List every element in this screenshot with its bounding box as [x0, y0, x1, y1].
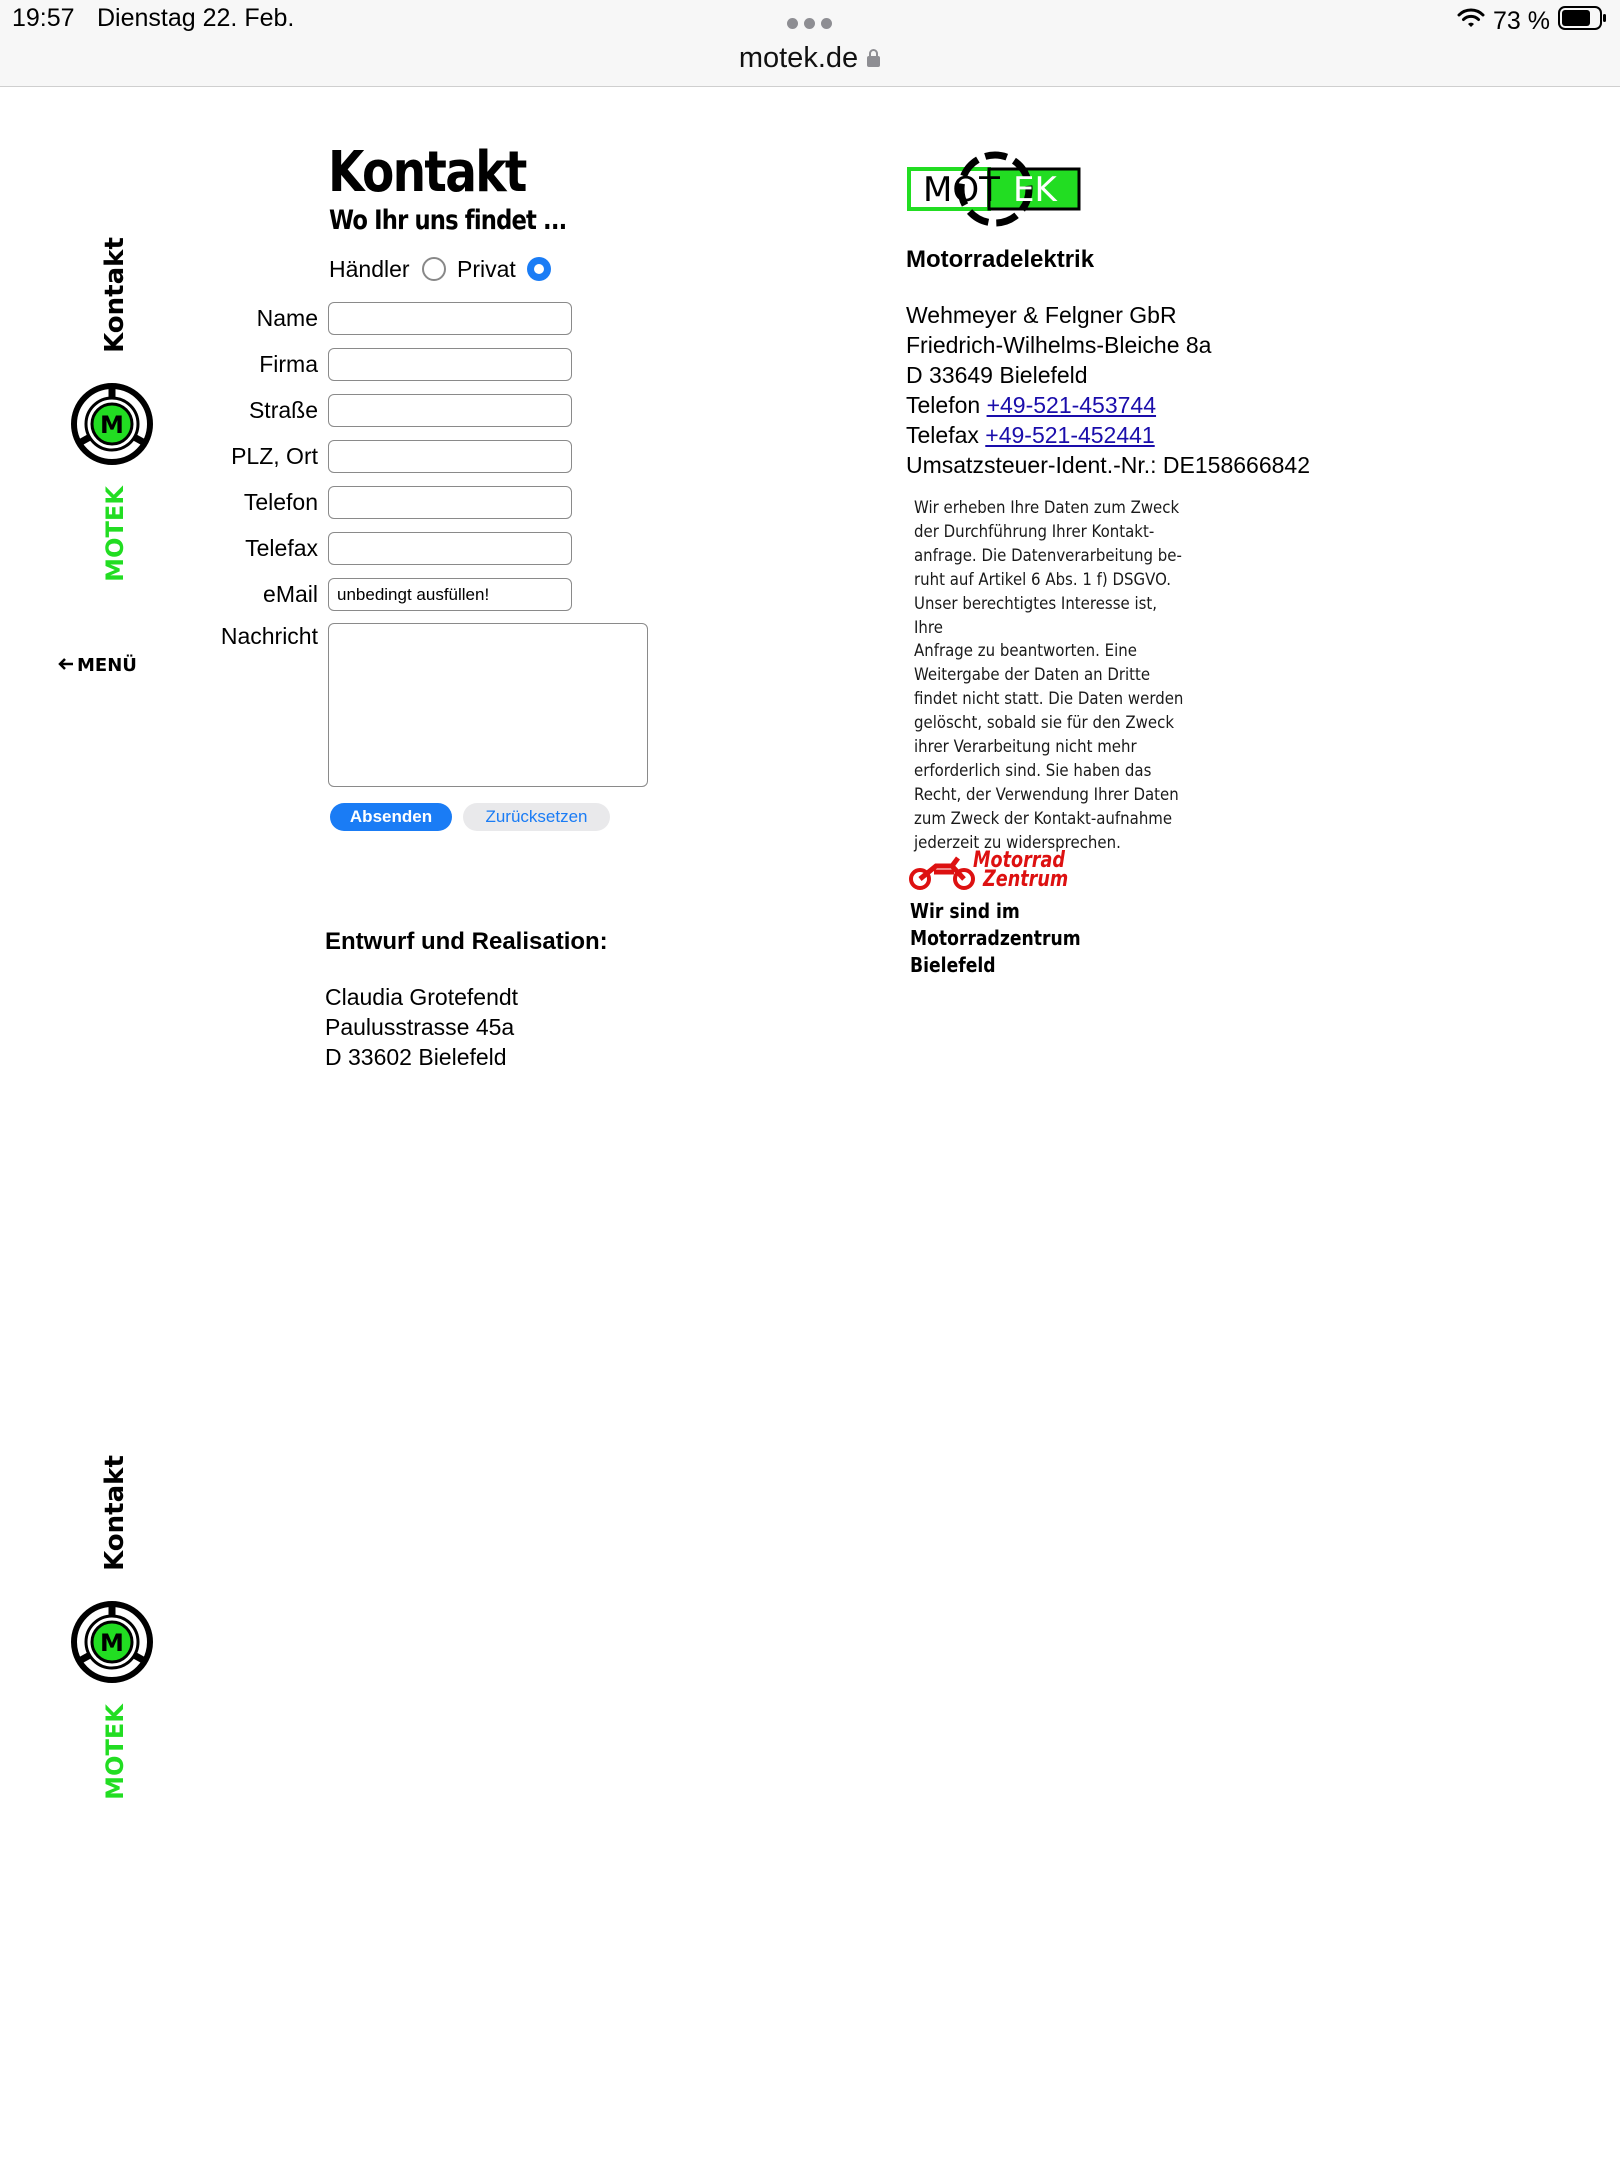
label-name: Name	[256, 305, 318, 331]
motek-logo	[907, 145, 1083, 235]
motorrad-zentrum-logo[interactable]	[908, 848, 1068, 894]
page-title: Kontakt	[328, 140, 526, 205]
company-street: Friedrich-Wilhelms-Bleiche 8a	[906, 332, 1212, 358]
status-time: 19:57	[12, 4, 75, 32]
company-tagline: Motorradelektrik	[906, 246, 1095, 273]
label-email: eMail	[263, 581, 318, 607]
label-strasse: Straße	[248, 397, 318, 423]
company-phone-line	[906, 392, 1156, 419]
wifi-icon	[1457, 7, 1485, 36]
reset-button[interactable]: Zurücksetzen	[463, 803, 610, 831]
battery-percent: 73 %	[1493, 6, 1550, 35]
submit-button[interactable]: Absenden	[330, 803, 452, 831]
email-input[interactable]	[328, 578, 572, 611]
motek-wheel-icon	[70, 382, 154, 471]
lock-icon	[866, 43, 881, 76]
firma-input[interactable]	[328, 348, 572, 381]
motorcycle-icon	[908, 852, 978, 892]
motorrad-logo-line1: Motorrad	[973, 848, 1065, 873]
nachricht-textarea[interactable]	[328, 623, 648, 787]
plz-ort-input[interactable]	[328, 440, 572, 473]
svg-text:M: M	[100, 411, 124, 439]
motorrad-zentrum-text: Wir sind im Motorradzentrum Bielefeld	[910, 899, 1081, 977]
strasse-input[interactable]	[328, 394, 572, 427]
label-telefon: Telefon	[243, 489, 318, 515]
side-brand-bottom	[55, 1455, 175, 1808]
motorrad-logo-line2: Zentrum	[983, 867, 1069, 892]
phone-label: Telefon	[906, 392, 981, 418]
motek-logo-left: MOT	[923, 170, 1000, 210]
side-brand-label: MOTEK	[101, 1704, 129, 1800]
credits-city: D 33602 Bielefeld	[325, 1044, 507, 1070]
fax-label: Telefax	[906, 422, 979, 448]
tab-options-dots-icon[interactable]	[787, 18, 833, 30]
fax-link[interactable]: +49-521-452441	[985, 422, 1155, 448]
radio-label-privat: Privat	[457, 256, 516, 282]
menu-button[interactable]	[58, 655, 137, 676]
company-name: Wehmeyer & Felgner GbR	[906, 302, 1177, 328]
company-vat: Umsatzsteuer-Ident.-Nr.: DE158666842	[906, 452, 1310, 478]
battery-icon	[1558, 6, 1608, 37]
label-firma: Firma	[259, 351, 318, 377]
side-section-label: Kontakt	[100, 1455, 130, 1571]
url-text: motek.de	[738, 42, 859, 74]
label-plz-ort: PLZ, Ort	[231, 443, 318, 469]
motek-wheel-icon	[70, 1600, 154, 1689]
company-fax-line	[906, 422, 1155, 449]
arrow-left-icon	[58, 655, 74, 676]
page-subtitle: Wo Ihr uns findet ...	[329, 205, 567, 236]
side-brand-label: MOTEK	[101, 486, 129, 582]
phone-link[interactable]: +49-521-453744	[986, 392, 1157, 418]
name-input[interactable]	[328, 302, 572, 335]
url-bar[interactable]	[0, 42, 1620, 76]
motek-logo-right: EK	[1013, 170, 1057, 210]
privacy-notice: Wir erheben Ihre Daten zum Zweck der Durchführung Ihrer Kontakt- anfrage. Die Datenverarbeitung be- ruht auf Artikel 6 Abs. 1 f) DSGVO. Unser berechtigtes Interesse ist, Ihre Anfrage zu beantworten. Eine Weitergabe der Daten an Dritte findet nicht statt. Die Daten werden gelöscht, sobald sie für den Zweck ihrer Verarbeitung nicht mehr erforderlich sind. Sie haben das Recht, der Verwendung Ihrer Daten zum Zweck der Kontakt-aufnahme jederzeit zu widersprechen.	[914, 498, 1184, 853]
status-indicators	[1457, 4, 1608, 38]
status-date: Dienstag 22. Feb.	[97, 4, 295, 32]
side-brand-top	[55, 237, 175, 590]
browser-status-bar	[0, 0, 1620, 87]
side-section-label: Kontakt	[100, 237, 130, 353]
radio-privat[interactable]	[527, 257, 551, 281]
radio-label-haendler: Händler	[329, 256, 410, 282]
telefax-input[interactable]	[328, 532, 572, 565]
credits-heading: Entwurf und Realisation:	[325, 928, 608, 955]
svg-text:M: M	[100, 1629, 124, 1657]
label-nachricht: Nachricht	[220, 623, 318, 649]
credits-name: Claudia Grotefendt	[325, 984, 519, 1010]
radio-haendler[interactable]	[422, 257, 446, 281]
credits-street: Paulusstrasse 45a	[325, 1014, 515, 1040]
telefon-input[interactable]	[328, 486, 572, 519]
company-city: D 33649 Bielefeld	[906, 362, 1088, 388]
menu-label: MENÜ	[77, 655, 137, 676]
label-telefax: Telefax	[245, 535, 318, 561]
